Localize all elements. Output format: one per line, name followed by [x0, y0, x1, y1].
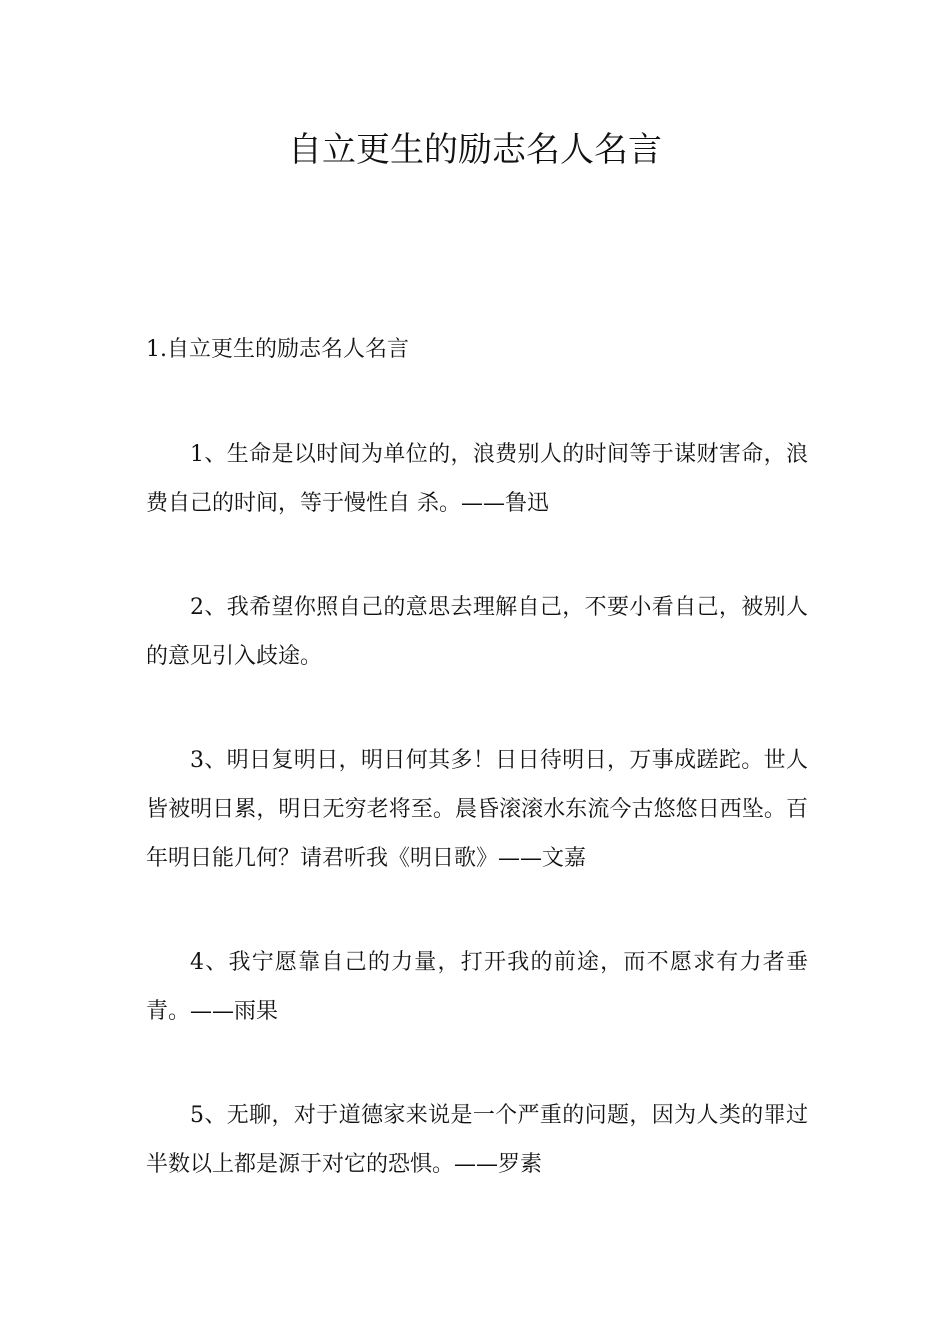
quote-item: 2、我希望你照自己的意思去理解自己，不要小看自己，被别人的意见引入歧途。 — [146, 595, 808, 669]
quote-item: 4、我宁愿靠自己的力量，打开我的前途，而不愿求有力者垂青。——雨果 — [146, 950, 808, 1024]
document-title: 自立更生的励志名人名言 — [288, 130, 662, 170]
quote-item: 5、无聊，对于道德家来说是一个严重的问题，因为人类的罪过半数以上都是源于对它的恐惧。——罗素 — [146, 1103, 808, 1177]
section-heading: 1.自立更生的励志名人名言 — [146, 337, 409, 362]
quote-item: 3、明日复明日，明日何其多！日日待明日，万事成蹉跎。世人皆被明日累，明日无穷老将至。晨昏滚滚水东流今古悠悠日西坠。百年明日能几何？请君听我《明日歌》——文嘉 — [146, 748, 808, 871]
quote-item: 1、生命是以时间为单位的，浪费别人的时间等于谋财害命，浪费自己的时间，等于慢性自 杀。——鲁迅 — [146, 442, 808, 516]
quote-list — [146, 430, 808, 1244]
